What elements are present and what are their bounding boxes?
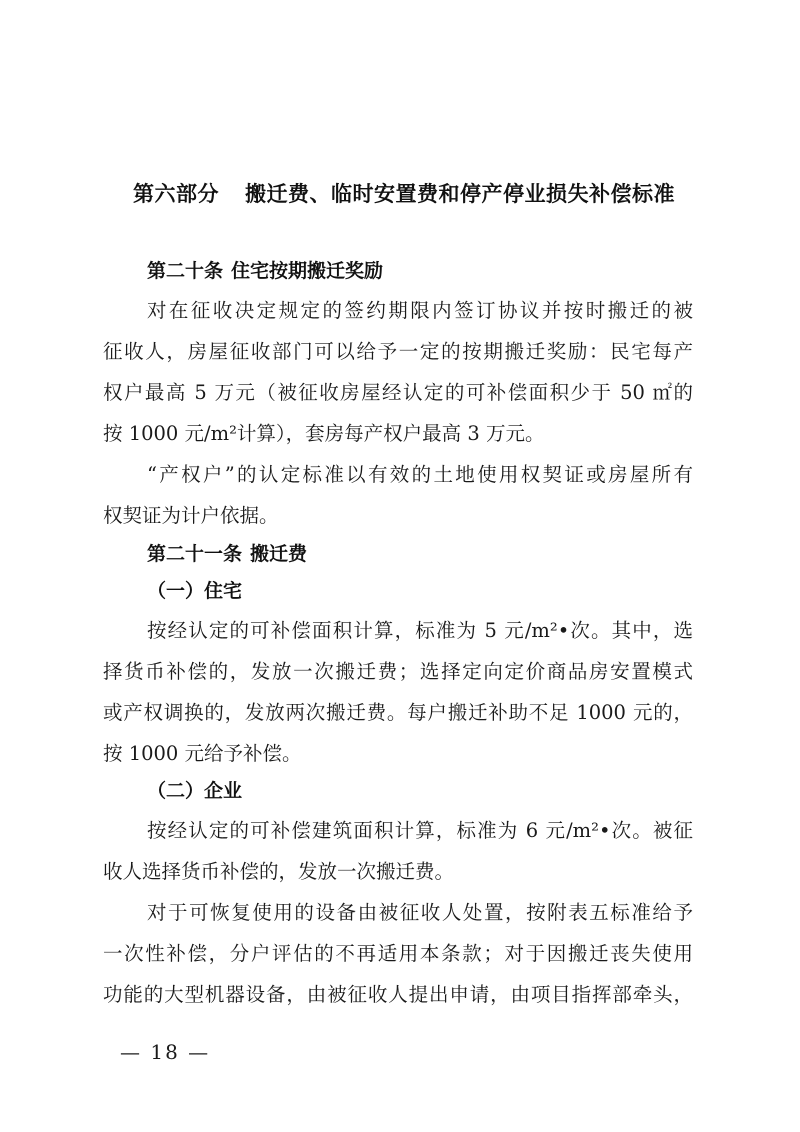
section-title [133,178,675,208]
page-number: — 18 — [120,1040,211,1064]
article-20-p2-line-2: 权契证为计户依据。 [103,504,279,527]
residential-line-2: 择货币补偿的，发放一次搬迁费；选择定向定价商品房安置模式 [103,660,693,683]
article-21-title: 搬迁费 [250,543,308,565]
enterprise-p2-line-1: 对于可恢复使用的设备由被征收人处置，按附表五标准给予 [147,901,693,924]
article-20-title: 住宅按期搬迁奖励 [231,260,384,282]
enterprise-p2-line-2: 一次性补偿，分户评估的不再适用本条款；对于因搬迁丧失使用 [103,942,693,965]
article-20-p1-line-4: 按 1000 元/m²计算），套房每产权户最高 3 万元。 [103,422,545,445]
enterprise-line-2: 收人选择货币补偿的，发放一次搬迁费。 [103,860,455,883]
residential-line-4: 按 1000 元给予补偿。 [103,742,302,765]
article-20-p1-line-1: 对在征收决定规定的签约期限内签订协议并按时搬迁的被 [147,299,693,322]
residential-line-1: 按经认定的可补偿面积计算，标准为 5 元/m²•次。其中，选 [147,619,693,642]
article-20-p1-line-3: 权户最高 5 万元（被征收房屋经认定的可补偿面积少于 50 ㎡的 [103,381,693,404]
section-part-label: 第六部分 [133,182,219,206]
enterprise-p2-line-3: 功能的大型机器设备，由被征收人提出申请，由项目指挥部牵头， [103,983,693,1006]
section-title-text: 搬迁费、临时安置费和停产停业损失补偿标准 [245,182,675,206]
residential-line-3: 或产权调换的，发放两次搬迁费。每户搬迁补助不足 1000 元的， [103,701,693,724]
enterprise-line-1: 按经认定的可补偿建筑面积计算，标准为 6 元/m²•次。被征 [147,819,693,842]
article-20-heading [147,258,383,284]
article-20-p1-line-2: 征收人，房屋征收部门可以给予一定的按期搬迁奖励：民宅每产 [103,340,693,363]
article-20-number: 第二十条 [147,260,224,282]
article-21-number: 第二十一条 [147,543,243,565]
article-20-p2-line-1: “产权户”的认定标准以有效的土地使用权契证或房屋所有 [147,463,693,486]
article-21-heading [147,541,307,567]
subsection-enterprise-heading: （二）企业 [147,780,243,802]
subsection-residential-heading: （一）住宅 [147,580,243,602]
